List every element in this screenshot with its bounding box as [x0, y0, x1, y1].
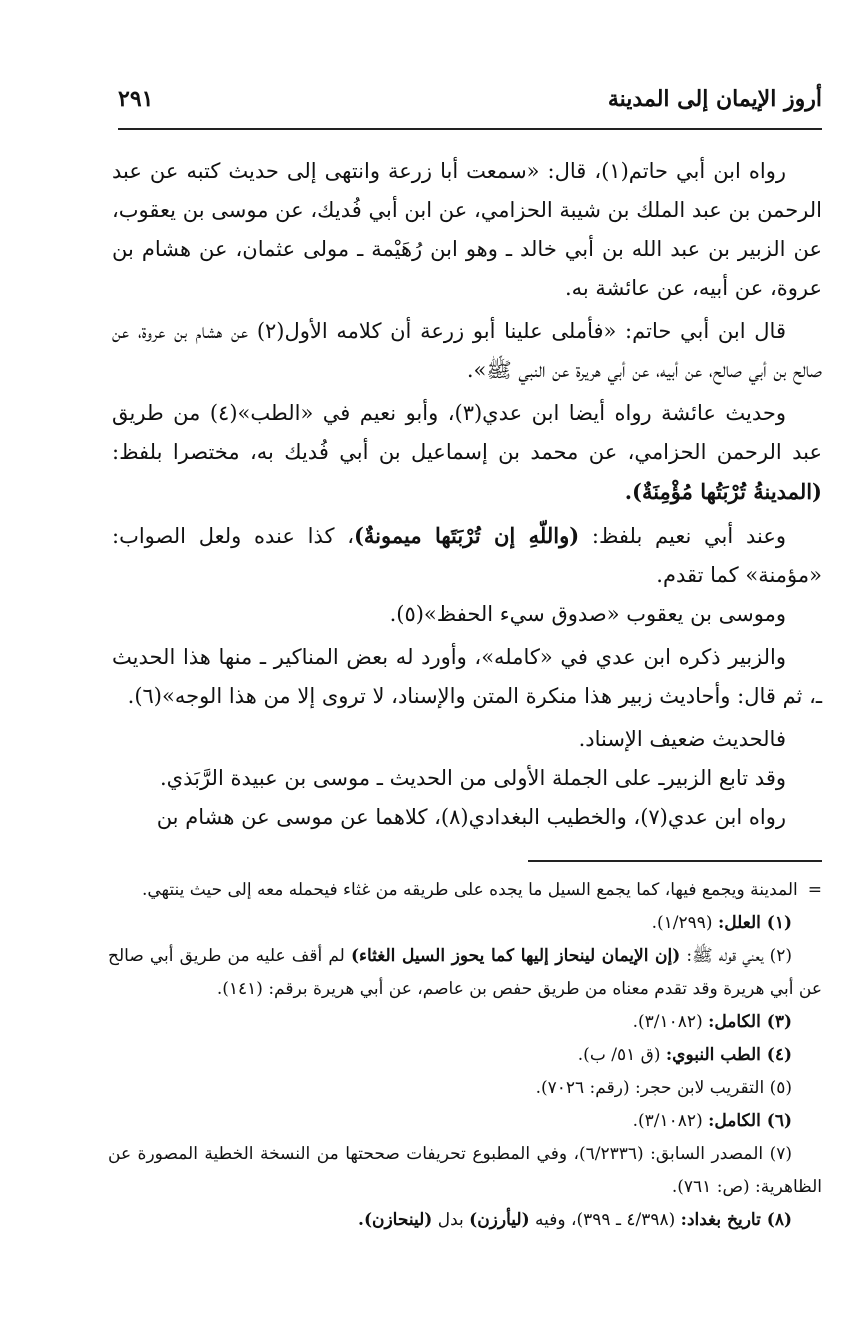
footnote-3: [108, 1006, 822, 1039]
paragraph-1: رواه ابن أبي حاتم(١)، قال: «سمعت أبا زرعة وانتهى إلى حديث كتبه عن عبد الرحمن بن عبد الملك بن شيبة الحزامي، عن ابن أبي فُديك، عن موسى بن يعقوب، عن الزبير بن عبد الله بن أبي خالد ـ وهو ابن رُهَيْمة ـ مولى عثمان، عن هشام بن عروة، عن أبيه، عن عائشة به.: [112, 159, 822, 300]
paragraph-8: وقد تابع الزبيرـ على الجملة الأولى من الحديث ـ موسى بن عبيدة الرَّبَذي.: [159, 766, 786, 790]
footnote-3-label: (٣) الكامل:: [708, 1012, 792, 1032]
paragraph-4: [112, 516, 822, 595]
footnote-6-text: (٣/١٠٨٢).: [632, 1111, 703, 1131]
footnote-4: [108, 1039, 822, 1072]
footnote-continuation: [108, 874, 822, 907]
paragraph-2: قال ابن أبي حاتم: «فأملى علينا أبو زرعة أن كلامه الأول(٢) عن هشام بن عروة، عن صالح بن أبي صالح، عن أبيه، عن أبي هريرة عن النبي ﷺ».: [112, 319, 822, 382]
continuation-mark: =: [807, 880, 822, 900]
footnote-8-text: (٤/٣٩٨ ـ ٣٩٩)، وفيه: [535, 1210, 676, 1230]
footnote-2-text: لم أقف عليه من طريق أبي صالح عن أبي هريرة وقد تقدم معناه من طريق حفص بن عاصم، عن أبي هريرة برقم: (١٤١).: [108, 946, 822, 999]
running-title: أروز الإيمان إلى المدينة: [607, 86, 822, 112]
footnote-8: [108, 1204, 822, 1237]
footnote-3-text: (٣/١٠٨٢).: [632, 1012, 703, 1032]
paragraph-5: وموسى بن يعقوب «صدوق سيء الحفظ»(٥).: [389, 602, 786, 626]
footnote-2-quote: (إن الإيمان لينحاز إليها كما يحوز السيل الغثاء): [350, 946, 681, 966]
hadith-quote-2: (واللّهِ إن تُرْبَتَها ميمونةٌ): [353, 523, 580, 548]
footnote-2: [108, 940, 822, 1006]
page-header: [118, 78, 822, 130]
paragraph-4-text: وعند أبي نعيم بلفظ:: [579, 524, 786, 548]
footnote-8-label: (٨) تاريخ بغداد:: [680, 1210, 792, 1230]
footnote-6-label: (٦) الكامل:: [708, 1111, 792, 1131]
footnote-6: [108, 1105, 822, 1138]
footnote-8-word-1: (ليأرزن): [469, 1210, 530, 1230]
footnote-7: (٧) المصدر السابق: (٦/٢٣٣٦)، وفي المطبوع تحريفات صححتها من النسخة الخطية المصورة عن الظاهرية: (ص: ٧٦١).: [108, 1144, 822, 1197]
hadith-quote-1: (المدينةُ تُرْبَتُها مُؤْمِنَةٌ).: [624, 479, 822, 504]
paragraph-6: والزبير ذكره ابن عدي في «كامله»، وأورد له بعض المناكير ـ منها هذا الحديث ـ، ثم قال: وأحاديث زبير هذا منكرة المتن والإسناد، لا تروى إلا من هذا الوجه»(٦).: [112, 645, 822, 708]
paragraph-4-rest: ، كذا عنده ولعل الصواب: «مؤمنة» كما تقدم.: [112, 524, 822, 587]
continuation-text: المدينة ويجمع فيها، كما يجمع السيل ما يجده على طريقه من غثاء فيحمله معه إلى حيث ينتهي.: [141, 880, 798, 900]
footnote-separator: [528, 860, 822, 862]
paragraph-3: [112, 394, 822, 512]
paragraph-9: رواه ابن عدي(٧)، والخطيب البغدادي(٨)، كلاهما عن موسى عن هشام بن: [156, 805, 786, 829]
paragraph-7: فالحديث ضعيف الإسناد.: [578, 727, 786, 751]
footnote-5: (٥) التقريب لابن حجر: (رقم: ٧٠٢٦).: [535, 1078, 792, 1098]
page-number: ٢٩١: [118, 86, 154, 112]
footnote-4-text: (ق ٥١/ ب).: [577, 1045, 661, 1065]
footnotes: [108, 874, 822, 1237]
main-text: [112, 152, 822, 837]
footnote-8-mid: بدل: [437, 1210, 464, 1230]
footnote-4-label: (٤) الطب النبوي:: [665, 1045, 792, 1065]
footnote-2-label: (٢) يعني قوله ﷺ:: [686, 946, 793, 966]
paragraph-3-text: وحديث عائشة رواه أيضا ابن عدي(٣)، وأبو نعيم في «الطب»(٤) من طريق عبد الرحمن الحزامي، عن محمد بن إسماعيل بن أبي فُديك به، مختصرا بلفظ:: [112, 401, 822, 464]
footnote-8-word-2: (لينحازن).: [358, 1210, 433, 1230]
footnote-1: [108, 907, 822, 940]
footnote-1-text: (١/٢٩٩).: [651, 913, 713, 933]
footnote-1-label: (١) العلل:: [717, 913, 792, 933]
